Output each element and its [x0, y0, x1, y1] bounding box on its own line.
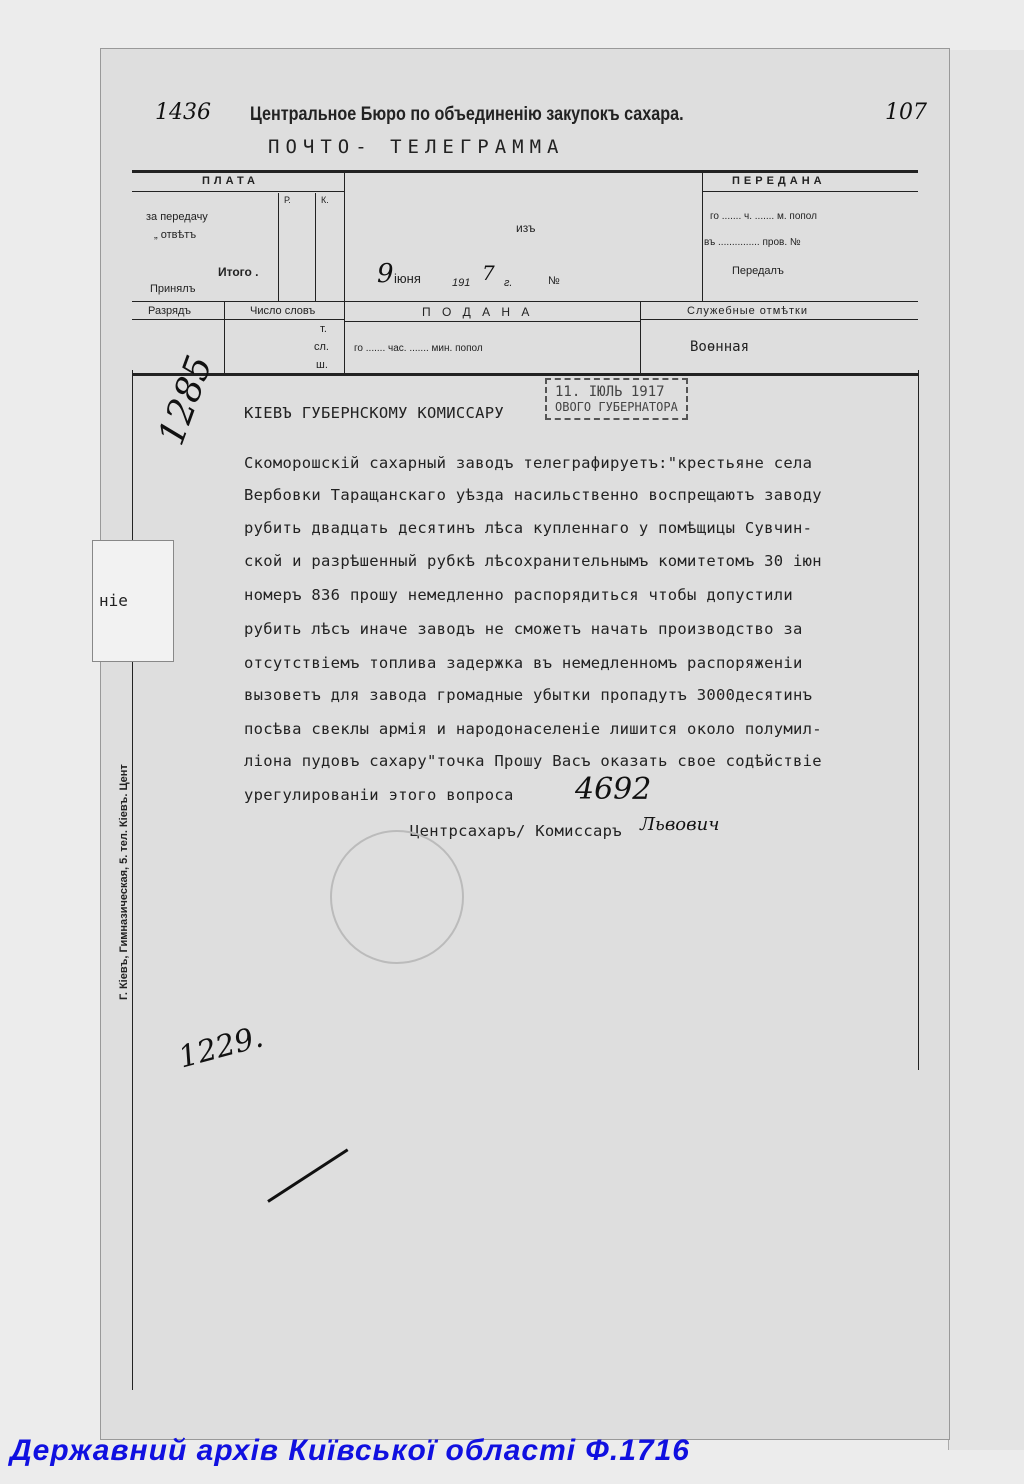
round-seal: [330, 830, 464, 964]
sl-label: сл.: [314, 341, 329, 353]
g-label: г.: [504, 277, 513, 289]
stamp-date: 11. ІЮЛЬ 1917: [555, 384, 665, 400]
pasted-label: [92, 540, 174, 662]
message-line: посѣва свеклы армія и народонаселеніе лишится около полумил-: [244, 720, 822, 738]
otvet-label: „ отвѣтъ: [154, 229, 197, 241]
printer-imprint: Г. Кіевъ, Гимназическая, 5. тел. Кіевъ. Цент: [118, 764, 130, 1000]
message-line: ской и разрѣшенный рубкѣ лѣсохранительнымъ комитетомъ 30 іюн: [244, 552, 822, 570]
t-label: т.: [320, 323, 327, 335]
za-peredachu-label: за передачу: [146, 211, 208, 223]
message-line: ліона пудовъ сахару"точка Прошу Васъ оказать свое содѣйствіе: [244, 752, 822, 770]
handwritten-reg-number: 1285: [150, 350, 221, 451]
document-title: ПОЧТО- ТЕЛЕГРАММА: [268, 136, 565, 158]
podana-fields: го ....... час. ....... мин. попол: [354, 343, 483, 354]
handwritten-ref-right: 107: [885, 100, 927, 125]
handwritten-reg-number-2: 1229.: [174, 1019, 267, 1076]
organization-title: Центральное Бюро по объединенію закупокъ сахара.: [250, 104, 684, 125]
rubles-label: Р.: [284, 195, 291, 205]
sluzhebnye-header: Служебные отмѣтки: [687, 305, 809, 317]
iz-label: изъ: [516, 221, 536, 235]
message-line: Скоморошскій сахарный заводъ телеграфируетъ:"крестьяне села: [244, 454, 813, 472]
message-line: урегулированіи этого вопроса: [244, 786, 514, 804]
adjacent-page-edge: [948, 50, 1024, 1450]
pasted-label-text: ніе: [99, 591, 128, 610]
stamp-text: ОВОГО ГУБЕРНАТОРА: [555, 400, 678, 414]
podana-header: П О Д А Н А: [422, 305, 534, 319]
addressee: КІЕВЪ ГУБЕРНСКОМУ КОМИССАРУ: [244, 404, 505, 422]
handwritten-ref-left: 1436: [155, 100, 211, 125]
year-suffix: 7: [482, 261, 495, 285]
year-prefix: 191: [452, 277, 471, 289]
kopecks-label: К.: [321, 195, 329, 205]
message-line: отсутствіемъ топлива задержка въ немедленномъ распоряженіи: [244, 654, 803, 672]
message-line: рубить лѣсъ иначе заводъ не сможетъ начать производство за: [244, 620, 803, 638]
number-label: №: [548, 275, 560, 287]
voennaya-mark: Воѳнная: [690, 339, 750, 355]
received-stamp: [545, 378, 688, 420]
sh-label: ш.: [316, 359, 328, 371]
signature-line: Центрсахаръ/ Комиссаръ: [410, 822, 622, 840]
message-line: рубить двадцать десятинъ лѣса купленнаго у помѣщицы Сувчин-: [244, 519, 813, 537]
peredana-line1: го ....... ч. ....... м. попол: [710, 211, 817, 222]
archive-caption: Державний архів Київської області Ф.1716: [10, 1434, 690, 1467]
date-month: іюня: [394, 271, 421, 286]
prinyal-label: Принялъ: [150, 283, 196, 295]
left-border: [132, 370, 133, 1390]
itogo-label: Итого .: [218, 265, 259, 279]
message-line: вызоветъ для завода громадные убытки пропадутъ 3000десятинъ: [244, 686, 813, 704]
plata-header: ПЛАТА: [202, 175, 259, 187]
peredana-header: ПЕРЕДАНА: [732, 175, 826, 187]
chislo-slov-label: Число словъ: [250, 305, 316, 317]
telegram-form: [132, 170, 918, 376]
message-line: номеръ 836 прошу немедленно распорядиться чтобы допустили: [244, 586, 794, 604]
date-day: 9: [377, 259, 394, 289]
message-line: Вербовки Таращанскаго уѣзда насильственно воспрещаютъ заводу: [244, 486, 822, 504]
right-border: [918, 370, 919, 1070]
peredana-line2: въ ............... пров. №: [704, 237, 801, 248]
handwritten-signature: Львович: [640, 814, 720, 835]
handwritten-number: 4692: [575, 772, 652, 807]
razryad-label: Разрядъ: [148, 305, 192, 317]
peredal-label: Передалъ: [732, 265, 784, 277]
